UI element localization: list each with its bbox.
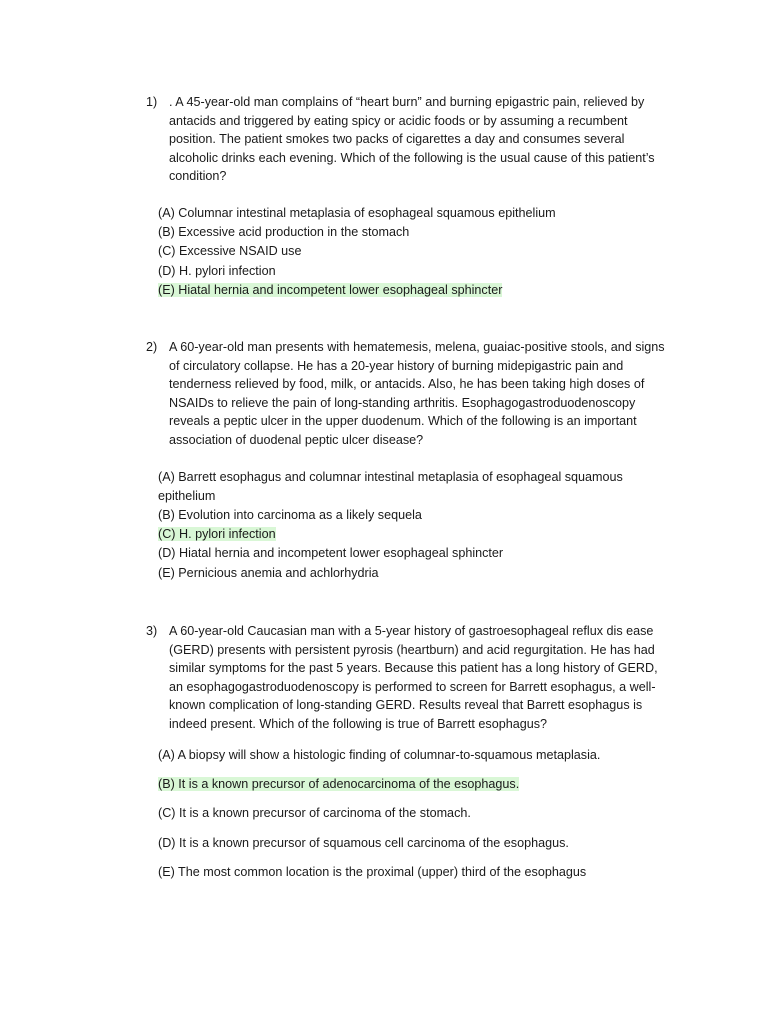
answer-option-c: (C) Excessive NSAID use [158,244,302,259]
answer-option-e: (E) Hiatal hernia and incompetent lower esophageal sphincter [158,282,503,297]
answer-options [158,746,666,882]
answer-option-a: (A) Columnar intestinal metaplasia of esophageal squamous epithelium [158,205,556,220]
answer-option-b: (B) Excessive acid production in the stomach [158,225,410,240]
answer-option-b: (B) It is a known precursor of adenocarcinoma of the esophagus. [158,776,520,791]
question-number: 1) [146,95,158,109]
answer-option-d: (D) It is a known precursor of squamous cell carcinoma of the esophagus. [158,835,569,850]
answer-option-d: (D) H. pylori infection [158,263,276,278]
question-stem [146,622,666,734]
question-stem [146,338,666,450]
answer-option-b: (B) Evolution into carcinoma as a likely sequela [158,507,422,522]
question-stem [146,93,666,186]
answer-option-e: (E) The most common location is the proximal (upper) third of the esophagus [158,865,587,880]
question-text: A 60-year-old man presents with hematemesis, melena, guaiac-positive stools, and signs of circulatory collapse. He has a 20-year history of burning midepigastric pain and tenderness relieved by food, milk, or antacids. Also, he has been taking high doses of NSAIDs to relieve the pain of long-standing arthritis. Esophagogastroduodenoscopy reveals a peptic ulcer in the upper duodenum. Which of the following is an important association of duodenal peptic ulcer disease? [169,340,665,447]
question-number: 3) [146,624,158,638]
answer-option-c: (C) H. pylori infection [158,527,276,542]
answer-options [158,204,666,300]
question-number: 2) [146,340,158,354]
question-1 [146,93,666,300]
answer-option-c: (C) It is a known precursor of carcinoma of the stomach. [158,806,471,821]
question-text: A 60-year-old Caucasian man with a 5-year history of gastroesophageal reflux dis ease (GERD) presents with persistent pyrosis (heartburn) and acid regurgitation. He has had similar symptoms for the past 5 years. Because this patient has a long history of GERD, an esophagogastroduodenoscopy is performed to screen for Barrett esophagus, a well-known complication of long-standing GERD. Results reveal that Barrett esophagus is indeed present. Which of the following is true of Barrett esophagus? [169,624,658,731]
answer-option-d: (D) Hiatal hernia and incompetent lower esophageal sphincter [158,546,504,561]
answer-option-a: (A) Barrett esophagus and columnar intestinal metaplasia of esophageal squamous epithelium [158,469,623,503]
answer-option-a: (A) A biopsy will show a histologic finding of columnar-to-squamous metaplasia. [158,747,601,762]
question-text: . A 45-year-old man complains of “heart burn” and burning epigastric pain, relieved by antacids and triggered by eating spicy or acidic foods or by assuming a recumbent position. The patient smokes two packs of cigarettes a day and consumes several alcoholic drinks each evening. Which of the following is the usual cause of this patient’s condition? [169,95,655,184]
answer-option-e: (E) Pernicious anemia and achlorhydria [158,565,379,580]
answer-options [158,468,666,583]
question-2 [146,338,666,583]
question-3 [146,622,666,893]
